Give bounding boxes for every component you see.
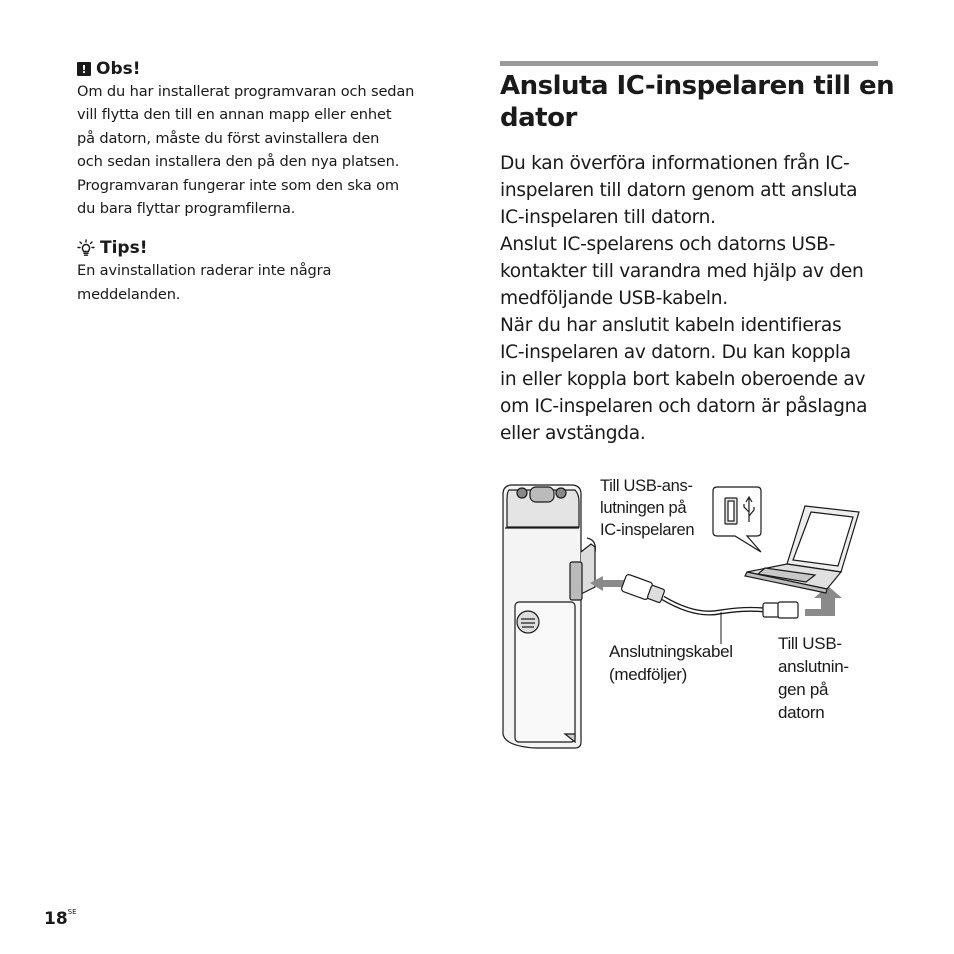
obs-note	[77, 58, 467, 220]
page-number	[44, 909, 77, 929]
body-line: När du har anslutit kabeln identifieras	[500, 315, 842, 336]
tips-body	[77, 259, 467, 306]
usb-plug-small	[621, 574, 665, 603]
usb-port-callout	[713, 487, 761, 552]
obs-line: du bara flyttar programfilerna.	[77, 200, 296, 218]
body-line: eller avstängda.	[500, 423, 646, 444]
body-line: Du kan överföra informationen från IC-	[500, 153, 850, 174]
label-line: (medföljer)	[609, 665, 687, 684]
connection-illustration	[495, 472, 885, 757]
section-title-line: Ansluta IC-inspelaren till en	[500, 71, 895, 101]
left-column	[77, 58, 467, 306]
tips-line: meddelanden.	[77, 285, 181, 303]
label-usb-computer	[778, 632, 849, 724]
tips-note	[77, 237, 467, 306]
section-title	[500, 70, 895, 134]
label-line: gen på	[778, 680, 829, 699]
label-line: lutningen på	[600, 499, 687, 517]
obs-line: Programvaran fungerar inte som den ska om	[77, 176, 399, 194]
obs-line: Om du har installerat programvaran och sedan	[77, 83, 415, 100]
label-line: Anslutningskabel	[609, 642, 733, 661]
label-line: IC-inspelaren	[600, 521, 695, 539]
body-line: Anslut IC-spelarens och datorns USB-	[500, 234, 836, 255]
label-usb-recorder	[600, 475, 694, 541]
section-rule	[500, 61, 878, 66]
body-line: kontakter till varandra med hjälp av den	[500, 261, 864, 282]
obs-heading	[77, 58, 467, 80]
obs-line: vill flytta den till en annan mapp eller enhet	[77, 106, 392, 124]
warning-icon: !	[77, 62, 91, 76]
label-line: datorn	[778, 703, 825, 722]
label-line: Till USB-ans-	[600, 477, 693, 495]
page-number-suffix: SE	[67, 908, 77, 916]
body-line: om IC-inspelaren och datorn är påslagna	[500, 396, 868, 417]
body-line: inspelaren till datorn genom att ansluta	[500, 180, 858, 201]
body-line: in eller koppla bort kabeln oberoende av	[500, 369, 866, 390]
body-line: IC-inspelaren av datorn. Du kan koppla	[500, 342, 851, 363]
tips-line: En avinstallation raderar inte några	[77, 262, 332, 280]
lightbulb-icon	[77, 239, 95, 257]
ic-recorder-illustration	[503, 485, 595, 748]
label-line: Till USB-	[778, 634, 842, 653]
section-title-line: dator	[500, 103, 577, 133]
usb-plug-large	[763, 602, 798, 618]
obs-heading-text: Obs!	[96, 59, 141, 79]
obs-body	[77, 80, 467, 220]
obs-line: och sedan installera den på den nya platsen.	[77, 153, 400, 171]
right-column	[500, 61, 895, 447]
body-line: IC-inspelaren till datorn.	[500, 207, 716, 228]
page-number-value: 18	[44, 909, 68, 929]
label-line: anslutnin-	[778, 657, 849, 676]
tips-heading	[77, 237, 467, 259]
label-cable	[609, 640, 733, 686]
section-body	[500, 150, 880, 447]
obs-line: på datorn, måste du först avinstallera den	[77, 129, 380, 147]
laptop-illustration	[745, 506, 859, 593]
tips-heading-text: Tips!	[100, 238, 148, 259]
body-line: medföljande USB-kabeln.	[500, 288, 728, 309]
